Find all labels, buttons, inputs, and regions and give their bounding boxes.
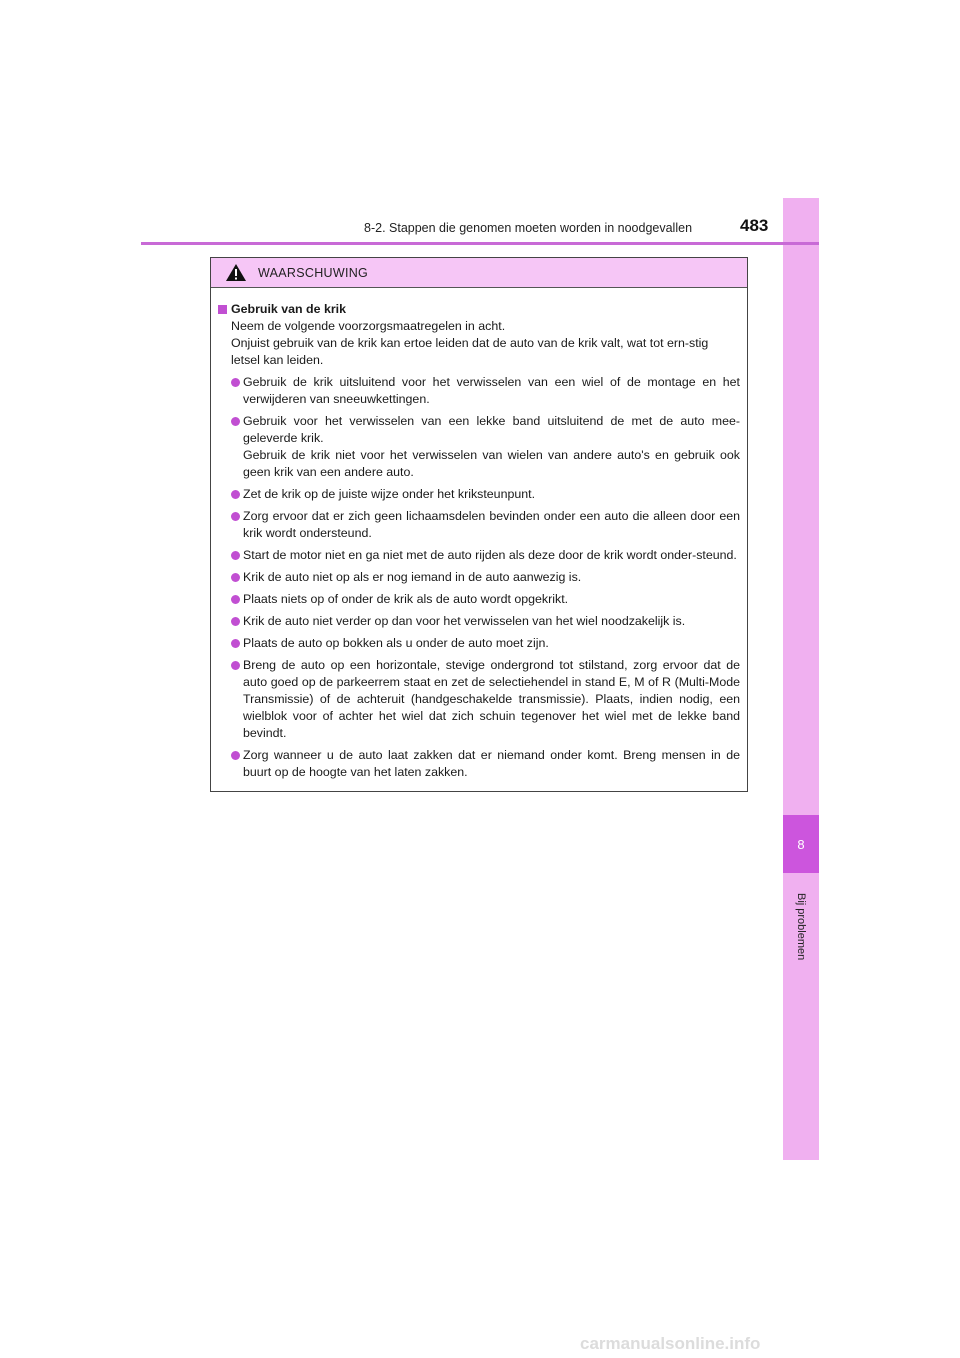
warning-body bbox=[211, 288, 747, 781]
list-item bbox=[217, 635, 740, 652]
intro-line: Onjuist gebruik van de krik kan ertoe leiden dat de auto van de krik valt, wat tot ern-stig letsel kan leiden. bbox=[231, 336, 709, 367]
warning-triangle-icon bbox=[225, 263, 247, 282]
chapter-label bbox=[783, 882, 819, 972]
chapter-number: 8 bbox=[797, 836, 805, 852]
list-item-text: Zet de krik op de juiste wijze onder het kriksteunpunt. bbox=[243, 487, 536, 501]
list-item-text: Gebruik de krik uitsluitend voor het verwisselen van een wiel of de montage en het verwijderen van sneeuwkettingen. bbox=[243, 375, 740, 406]
round-bullet-icon bbox=[231, 617, 240, 626]
warning-intro bbox=[217, 318, 740, 369]
warning-header bbox=[211, 258, 747, 288]
list-item-text: Gebruik de krik niet voor het verwisselen van wielen van andere auto's en gebruik ook geen krik van een andere auto. bbox=[243, 448, 740, 479]
intro-line: Neem de volgende voorzorgsmaatregelen in acht. bbox=[231, 319, 506, 333]
list-item bbox=[217, 413, 740, 481]
side-strip bbox=[783, 198, 819, 1160]
watermark: carmanualsonline.info bbox=[580, 1334, 761, 1353]
warning-box bbox=[210, 257, 748, 792]
list-item-text: Gebruik voor het verwisselen van een lekke band uitsluitend de met de auto mee-geleverde krik. bbox=[243, 414, 740, 445]
round-bullet-icon bbox=[231, 551, 240, 560]
list-item bbox=[217, 613, 740, 630]
round-bullet-icon bbox=[231, 751, 240, 760]
round-bullet-icon bbox=[231, 595, 240, 604]
page-number: 483 bbox=[740, 216, 769, 235]
list-item bbox=[217, 747, 740, 781]
chapter-label-text: Bij problemen bbox=[795, 893, 807, 961]
list-item-text: Zorg wanneer u de auto laat zakken dat er niemand onder komt. Breng mensen in de buurt op de hoogte van het laten zakken. bbox=[243, 748, 740, 779]
list-item bbox=[217, 547, 740, 564]
round-bullet-icon bbox=[231, 378, 240, 387]
square-bullet-icon bbox=[218, 305, 227, 314]
list-item-text: Krik de auto niet verder op dan voor het verwisselen van het wiel noodzakelijk is. bbox=[243, 614, 686, 628]
list-item-text: Start de motor niet en ga niet met de auto rijden als deze door de krik wordt onder-steund. bbox=[243, 548, 737, 562]
list-item bbox=[217, 486, 740, 503]
list-item-text: Breng de auto op een horizontale, stevige ondergrond tot stilstand, zorg ervoor dat de auto goed op de parkeerrem staat en zet de selectiehendel in stand E, M of R (Multi-Mode Transmissie) of de achteruit (handgeschakelde transmissie). Plaats, indien nodig, een wielblok voor of achter het wiel dat zich schuin tegenover het wiel met de lekke band bevindt. bbox=[243, 658, 740, 740]
list-item bbox=[217, 657, 740, 742]
round-bullet-icon bbox=[231, 661, 240, 670]
list-item bbox=[217, 508, 740, 542]
list-item bbox=[217, 569, 740, 586]
list-item-text: Zorg ervoor dat er zich geen lichaamsdelen bevinden onder een auto die alleen door een krik wordt ondersteund. bbox=[243, 509, 740, 540]
round-bullet-icon bbox=[231, 512, 240, 521]
header-divider bbox=[141, 242, 819, 245]
round-bullet-icon bbox=[231, 417, 240, 426]
precaution-list bbox=[217, 374, 740, 781]
section-title: 8-2. Stappen die genomen moeten worden in noodgevallen bbox=[364, 221, 693, 235]
list-item bbox=[217, 591, 740, 608]
list-item bbox=[217, 374, 740, 408]
list-item-text: Krik de auto niet op als er nog iemand in de auto aanwezig is. bbox=[243, 570, 582, 584]
round-bullet-icon bbox=[231, 639, 240, 648]
chapter-tab[interactable] bbox=[783, 815, 819, 873]
warning-title: WAARSCHUWING bbox=[258, 265, 369, 280]
list-item-text: Plaats de auto op bokken als u onder de auto moet zijn. bbox=[243, 636, 549, 650]
round-bullet-icon bbox=[231, 573, 240, 582]
warning-heading bbox=[217, 301, 740, 318]
round-bullet-icon bbox=[231, 490, 240, 499]
warning-heading-text: Gebruik van de krik bbox=[231, 302, 347, 316]
list-item-text: Plaats niets op of onder de krik als de auto wordt opgekrikt. bbox=[243, 592, 569, 606]
